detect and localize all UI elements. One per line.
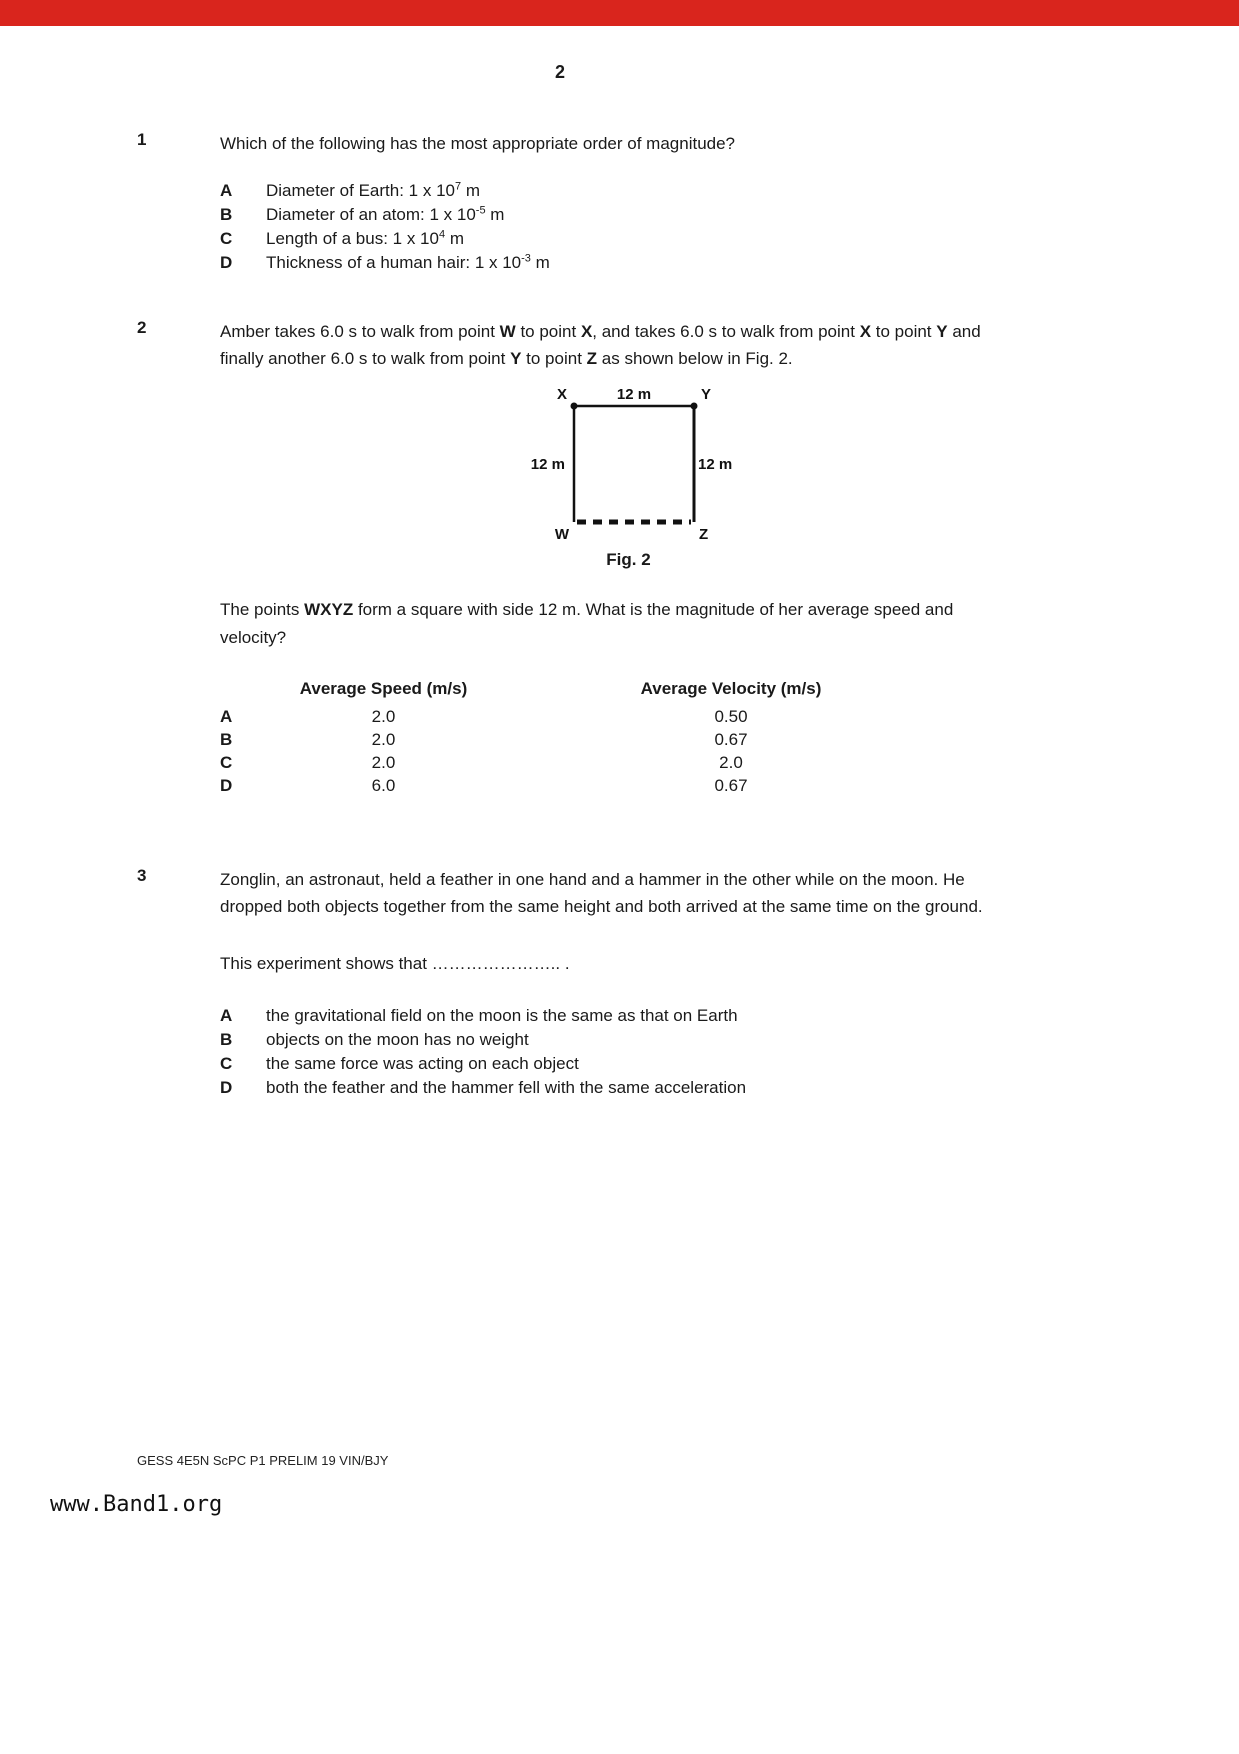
option-row [220, 1004, 1037, 1028]
label-left-side: 12 m [530, 456, 565, 474]
label-right-side: 12 m [697, 456, 732, 474]
option-label: D [220, 1077, 233, 1097]
option-row [220, 203, 1037, 227]
table-header-speed: Average Speed (m/s) [299, 678, 468, 698]
label-point-z: Z [698, 526, 708, 543]
watermark-text: www.Band1.org [50, 1492, 223, 1517]
option-text: Thickness of a human hair: 1 x $10^{-3}$ m [266, 252, 550, 273]
table-row-velocity: 0.67 [714, 775, 748, 795]
table-row [220, 751, 1037, 774]
option-row [220, 1076, 1037, 1100]
option-label: B [220, 205, 233, 225]
table-row-label: B [220, 729, 233, 749]
option-label: D [220, 253, 233, 273]
table-row-velocity: 2.0 [719, 752, 743, 772]
option-row [220, 179, 1037, 203]
question-3-options [220, 1004, 1037, 1100]
table-header-row [220, 677, 1037, 700]
option-text: Diameter of Earth: 1 x $10^7$ m [266, 180, 480, 201]
table-row-velocity: 0.50 [714, 706, 748, 726]
table-row [220, 774, 1037, 797]
option-text: Diameter of an atom: 1 x $10^{-5}$ m [266, 204, 505, 225]
option-text: the gravitational field on the moon is the same as that on Earth [266, 1005, 738, 1025]
option-row [220, 1052, 1037, 1076]
figure-2-caption: Fig. 2 [606, 550, 651, 570]
table-row-speed: 2.0 [371, 752, 396, 772]
figure-2-diagram [479, 384, 779, 542]
table-row-label: A [220, 706, 233, 726]
top-red-bar [0, 0, 1239, 26]
option-row [220, 227, 1037, 251]
question-2 [137, 318, 1037, 797]
question-1-text: Which of the following has the most appropriate order of magnitude? [220, 134, 736, 153]
figure-2 [479, 384, 779, 542]
paper-reference: GESS 4E5N ScPC P1 PRELIM 19 VIN/BJY [137, 1453, 389, 1468]
table-row-speed: 2.0 [371, 729, 396, 749]
option-label: A [220, 181, 233, 201]
question-1-options [220, 179, 1037, 275]
option-label: C [220, 229, 233, 249]
table-row-label: C [220, 752, 233, 772]
label-top-side: 12 m [616, 386, 651, 404]
table-row-label: D [220, 775, 233, 795]
option-label: A [220, 1005, 233, 1025]
question-2-intro: Amber takes 6.0 s to walk from point W to point X, and takes 6.0 s to walk from point X to point Y and finally another 6.0 s to walk from point Y to point Z as shown below in Fig. 2. [220, 322, 981, 369]
table-row [220, 705, 1037, 728]
table-row-speed: 6.0 [371, 775, 396, 795]
option-row [220, 1028, 1037, 1052]
point-x-dot [570, 403, 577, 410]
option-label: B [220, 1029, 233, 1049]
point-y-dot [690, 403, 697, 410]
question-2-text: The points WXYZ form a square with side 12 m. What is the magnitude of her average speed and velocity? [220, 600, 954, 647]
table-row-velocity: 0.67 [714, 729, 748, 749]
option-text: the same force was acting on each object [266, 1053, 579, 1073]
option-text: Length of a bus: 1 x $10^4$ m [266, 228, 464, 249]
question-3-prompt: This experiment shows that ………………….. . [220, 954, 570, 974]
answer-table [220, 677, 1037, 797]
question-2-number: 2 [137, 318, 147, 337]
page-number: 2 [554, 62, 565, 82]
label-point-w: W [554, 526, 569, 543]
table-header-blank [220, 677, 266, 700]
table-row [220, 728, 1037, 751]
option-row [220, 251, 1037, 275]
label-point-y: Y [700, 386, 711, 404]
question-3-number: 3 [137, 866, 147, 885]
question-3 [137, 866, 1037, 1100]
question-1 [137, 130, 1037, 275]
option-text: objects on the moon has no weight [266, 1029, 529, 1049]
option-label: C [220, 1053, 233, 1073]
label-point-x: X [556, 386, 567, 404]
question-1-number: 1 [137, 130, 147, 149]
question-3-text: Zonglin, an astronaut, held a feather in one hand and a hammer in the other while on the moon. He dropped both objects together from the same height and both arrived at the same time on the ground. [220, 870, 983, 917]
option-text: both the feather and the hammer fell with the same acceleration [266, 1077, 747, 1097]
table-row-speed: 2.0 [371, 706, 396, 726]
table-header-velocity: Average Velocity (m/s) [640, 678, 822, 698]
